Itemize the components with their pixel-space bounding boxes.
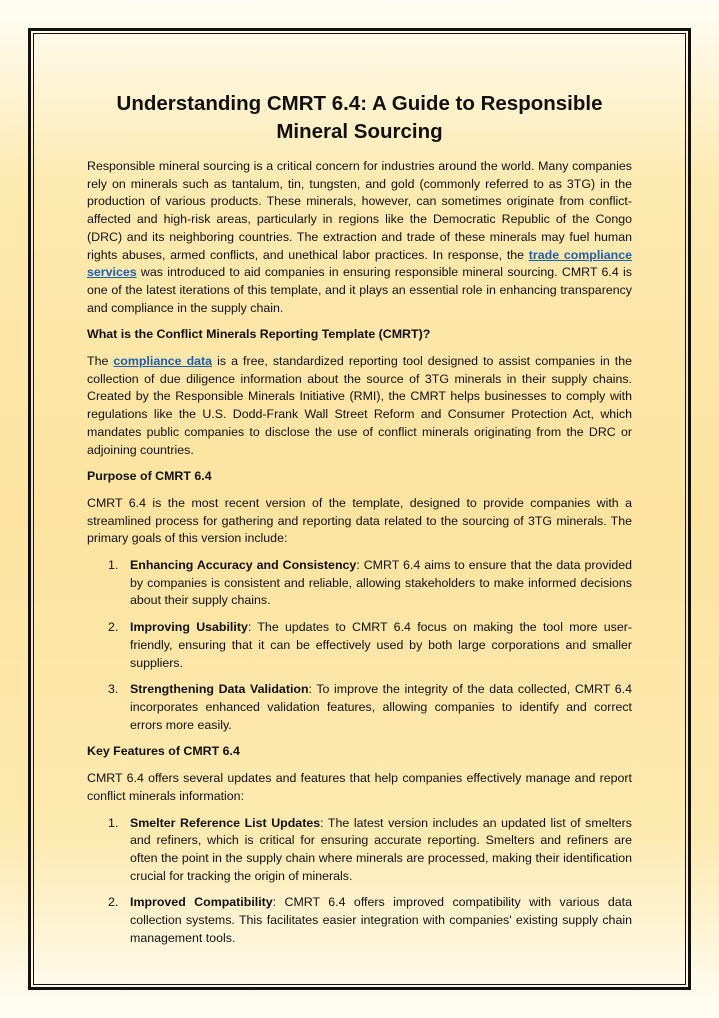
list-item-title: Smelter Reference List Updates [130, 815, 321, 830]
list-item-text: : CMRT 6.4 aims to ensure that the data provided by companies is consistent and reliable, allowing stakeholders to make informed decisions about their supply chains. [130, 558, 633, 608]
section-heading-purpose: Purpose of CMRT 6.4 [87, 469, 212, 484]
purpose-paragraph: CMRT 6.4 is the most recent version of the template, designed to provide companies with a streamlined process for gathering and reporting data related to the sourcing of 3TG minerals. The primary goals of this version include: [87, 495, 632, 546]
list-number: 2. [108, 895, 119, 910]
document-body [87, 90, 632, 956]
features-paragraph: CMRT 6.4 offers several updates and features that help companies effectively manage and report conflict minerals information: [87, 771, 632, 803]
intro-paragraph [87, 158, 632, 317]
list-number: 3. [108, 682, 119, 697]
intro-text-start: Responsible mineral sourcing is a critical concern for industries around the world. Many companies rely on minerals such as tantalum, tin, tungsten, and gold (commonly referred to as 3TG) in the production of various products. These minerals, however, can sometimes originate from conflict-affected and high-risk areas, particularly in regions like the Democratic Republic of the Congo (DRC) and its neighboring countries. The extraction and trade of these minerals may fuel human rights abuses, armed conflicts, and unethical labor practices. In response, the [87, 159, 632, 262]
cmrt-text-start: The [87, 354, 114, 369]
features-list [87, 815, 632, 948]
list-item-title: Improved Compatibility [130, 895, 273, 910]
list-item-text: : To improve the integrity of the data collected, CMRT 6.4 incorporates enhanced validation features, allowing companies to identify and correct errors more easily. [130, 682, 632, 732]
trade-compliance-services-link[interactable]: trade compliance services [87, 247, 632, 280]
list-item [87, 894, 632, 947]
section-heading-features: Key Features of CMRT 6.4 [87, 744, 240, 759]
list-item [87, 681, 632, 734]
list-number: 1. [108, 815, 119, 830]
list-item-text: : The updates to CMRT 6.4 focus on making the tool more user-friendly, ensuring that it can be effectively used by both large corporations and smaller suppliers. [130, 620, 632, 670]
list-item-title: Improving Usability [130, 620, 248, 635]
section-heading-cmrt: What is the Conflict Minerals Reporting Template (CMRT)? [87, 327, 431, 342]
list-number: 2. [108, 620, 119, 635]
compliance-data-link[interactable]: compliance data [113, 354, 213, 369]
list-item-text: : CMRT 6.4 offers improved compatibility with various data collection systems. This facilitates easier integration with companies' existing supply chain management tools. [130, 895, 632, 945]
cmrt-text-end: is a free, standardized reporting tool designed to assist companies in the collection of due diligence information about the source of 3TG minerals in their supply chains. Created by the Responsible Minerals Initiative (RMI), the CMRT helps businesses to comply with regulations like the U.S. Dodd-Frank Wall Street Reform and Consumer Protection Act, which mandates public companies to disclose the use of conflict minerals originating from the DRC or adjoining countries. [87, 354, 632, 457]
list-item [87, 815, 632, 886]
document-title: Understanding CMRT 6.4: A Guide to Responsible Mineral Sourcing [116, 92, 603, 143]
list-item-title: Strengthening Data Validation [130, 682, 309, 697]
list-number: 1. [108, 558, 119, 573]
list-item [87, 557, 632, 610]
purpose-list [87, 557, 632, 734]
intro-text-end: was introduced to aid companies in ensuring responsible mineral sourcing. CMRT 6.4 is one of the latest iterations of this template, and it plays an essential role in enhancing transparency and compliance in the supply chain. [87, 265, 632, 315]
list-item-title: Enhancing Accuracy and Consistency [130, 558, 357, 573]
list-item-text: : The latest version includes an updated list of smelters and refiners, which is critical for ensuring accurate reporting. Smelters and refiners are often the point in the supply chain where minerals are processed, making their identification crucial for tracking the origin of minerals. [130, 815, 632, 883]
list-item [87, 619, 632, 672]
cmrt-paragraph [87, 353, 632, 459]
